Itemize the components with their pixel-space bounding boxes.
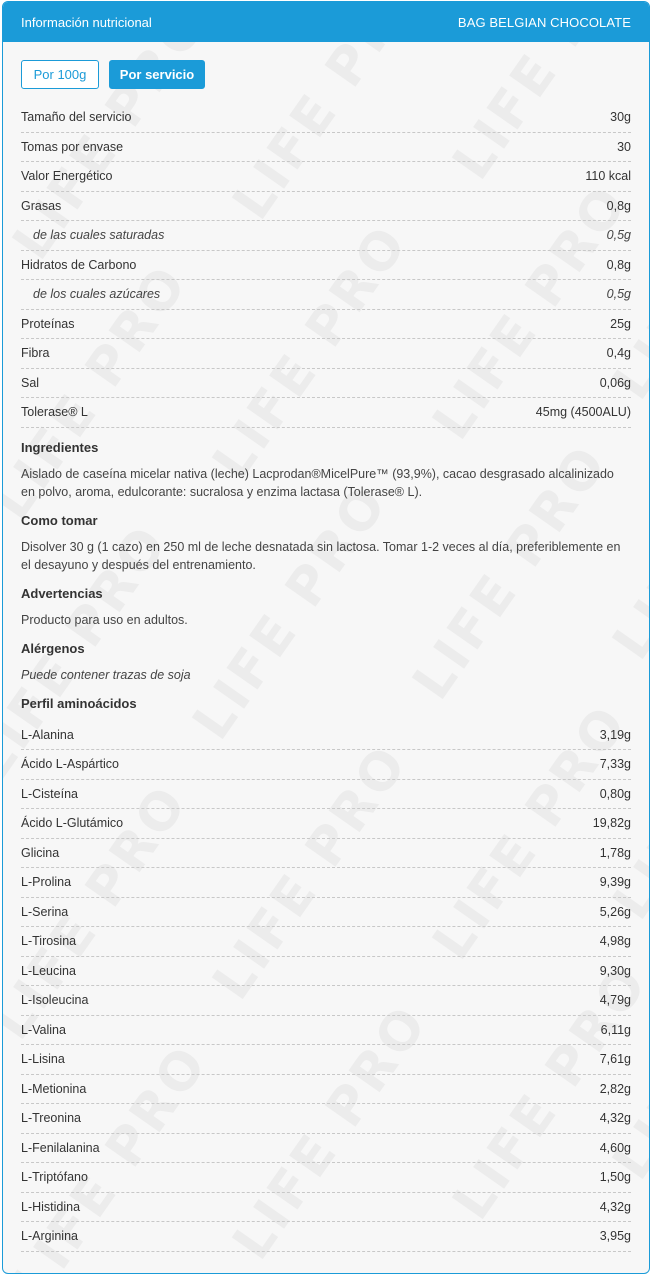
nutrition-row: [21, 310, 631, 340]
row-value: 4,98g: [599, 934, 631, 949]
row-value: 19,82g: [592, 816, 631, 831]
row-label: L-Treonina: [21, 1111, 81, 1126]
nutrition-row: [21, 369, 631, 399]
panel-header: [3, 2, 649, 42]
row-label: Glicina: [21, 845, 60, 860]
row-value: 45mg (4500ALU): [535, 405, 631, 420]
row-value: 4,32g: [599, 1199, 631, 1214]
row-label: L-Cisteína: [21, 786, 78, 801]
nutrition-row: [21, 192, 631, 222]
warnings-text: Producto para uso en adultos.: [21, 612, 188, 627]
row-label: Grasas: [21, 198, 62, 213]
amino-row: [21, 957, 631, 987]
row-label: Fibra: [21, 346, 50, 361]
nutrition-row: [21, 251, 631, 281]
nutrition-subrow: [21, 221, 631, 251]
amino-row: [21, 1045, 631, 1075]
ingredients-text: Aislado de caseína micelar nativa (leche) Lacprodan®MicelPure™ (93,9%), cacao desgrasado alcalinizado en polvo, aroma, edulcorante: sucralosa y enzima lactasa (Tolerase® L).: [21, 466, 614, 499]
row-label: Sal: [21, 375, 40, 390]
amino-row: [21, 780, 631, 810]
row-value: 4,79g: [599, 993, 631, 1008]
amino-row: [21, 986, 631, 1016]
row-label: Valor Energético: [21, 169, 113, 184]
product-name: BAG BELGIAN CHOCOLATE: [457, 14, 631, 30]
row-value: 9,30g: [599, 963, 631, 978]
nutrition-row: [21, 103, 631, 133]
row-value: 0,8g: [606, 198, 631, 213]
row-label: L-Metionina: [21, 1081, 87, 1096]
tab-per-serving[interactable]: Por servicio: [109, 60, 205, 89]
warnings-title: Advertencias: [21, 585, 103, 601]
amino-row: [21, 1222, 631, 1252]
row-label: Tomas por envase: [21, 139, 124, 154]
amino-row: [21, 750, 631, 780]
row-label: de los cuales azúcares: [33, 287, 161, 302]
row-value: 110 kcal: [585, 169, 631, 184]
row-label: L-Triptófano: [21, 1170, 88, 1185]
unit-tabs: [21, 60, 631, 89]
row-value: 7,61g: [599, 1052, 631, 1067]
row-label: de las cuales saturadas: [33, 228, 165, 243]
row-value: 0,5g: [606, 287, 631, 302]
nutrition-row: [21, 133, 631, 163]
row-value: 30g: [610, 110, 631, 125]
amino-title: Perfil aminoácidos: [21, 695, 137, 711]
amino-row: [21, 809, 631, 839]
amino-row: [21, 1075, 631, 1105]
row-label: L-Fenilalanina: [21, 1140, 100, 1155]
amino-row: [21, 898, 631, 928]
howto-text: Disolver 30 g (1 cazo) en 250 ml de leche desnatada sin lactosa. Tomar 1-2 veces al día, preferiblemente en el desayuno y después del entrenamiento.: [21, 539, 621, 572]
row-label: L-Isoleucina: [21, 993, 89, 1008]
row-label: Hidratos de Carbono: [21, 257, 137, 272]
allergens-title: Alérgenos: [21, 640, 85, 656]
row-label: L-Valina: [21, 1022, 66, 1037]
row-value: 1,50g: [599, 1170, 631, 1185]
row-value: 4,32g: [599, 1111, 631, 1126]
panel-content: [3, 42, 649, 1252]
tab-per-100g[interactable]: Por 100g: [21, 60, 99, 89]
amino-row: [21, 1163, 631, 1193]
row-value: 25g: [610, 316, 631, 331]
panel-title: Información nutricional: [21, 14, 152, 30]
row-label: L-Lisina: [21, 1052, 65, 1067]
amino-row: [21, 1134, 631, 1164]
row-value: 0,80g: [599, 786, 631, 801]
row-label: Ácido L-Aspártico: [21, 757, 119, 772]
row-label: L-Prolina: [21, 875, 72, 890]
row-value: 4,60g: [599, 1140, 631, 1155]
row-label: L-Tirosina: [21, 934, 77, 949]
row-label: Tamaño del servicio: [21, 110, 132, 125]
row-label: L-Arginina: [21, 1229, 78, 1244]
amino-table: [21, 721, 631, 1252]
row-value: 0,5g: [606, 228, 631, 243]
amino-row: [21, 839, 631, 869]
row-label: Tolerase® L: [21, 405, 88, 420]
row-label: Ácido L-Glutámico: [21, 816, 124, 831]
row-label: L-Leucina: [21, 963, 76, 978]
row-value: 0,8g: [606, 257, 631, 272]
amino-row: [21, 868, 631, 898]
amino-row: [21, 927, 631, 957]
row-value: 7,33g: [599, 757, 631, 772]
row-value: 3,95g: [599, 1229, 631, 1244]
amino-row: [21, 1104, 631, 1134]
row-value: 2,82g: [599, 1081, 631, 1096]
ingredients-title: Ingredientes: [21, 439, 99, 455]
nutrition-table: [21, 103, 631, 428]
row-value: 0,4g: [606, 346, 631, 361]
nutrition-subrow: [21, 280, 631, 310]
row-label: L-Alanina: [21, 727, 74, 742]
row-value: 1,78g: [599, 845, 631, 860]
row-label: L-Histidina: [21, 1199, 81, 1214]
nutrition-panel: [2, 1, 650, 1274]
howto-title: Como tomar: [21, 512, 98, 528]
row-value: 9,39g: [599, 875, 631, 890]
row-value: 5,26g: [599, 904, 631, 919]
allergens-text: Puede contener trazas de soja: [21, 667, 191, 682]
nutrition-row: [21, 162, 631, 192]
row-label: Proteínas: [21, 316, 75, 331]
row-value: 0,06g: [599, 375, 631, 390]
row-value: 3,19g: [599, 727, 631, 742]
row-value: 30: [617, 139, 631, 154]
nutrition-row: [21, 398, 631, 428]
amino-row: [21, 1193, 631, 1223]
amino-row: [21, 1016, 631, 1046]
nutrition-row: [21, 339, 631, 369]
row-label: L-Serina: [21, 904, 69, 919]
amino-row: [21, 721, 631, 751]
row-value: 6,11g: [600, 1022, 631, 1037]
